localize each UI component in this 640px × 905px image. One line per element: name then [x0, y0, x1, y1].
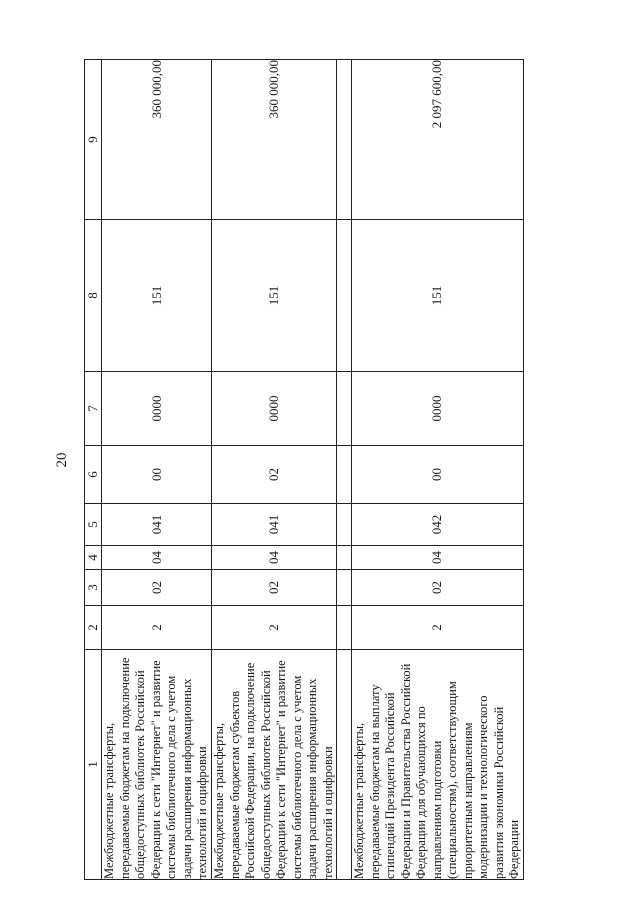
budget-table [84, 59, 524, 880]
header-row [85, 60, 102, 880]
rotated-page [54, 60, 521, 880]
spacer-cell [337, 446, 352, 504]
cell-col-3: 02 [212, 570, 337, 606]
spacer-cell [337, 372, 352, 446]
cell-col-2: 2 [212, 606, 337, 650]
spacer-cell [337, 60, 352, 220]
header-col-4: 4 [85, 546, 102, 570]
cell-col-7: 0000 [212, 372, 337, 446]
cell-col-8: 151 [212, 220, 337, 372]
header-col-3: 3 [85, 570, 102, 606]
cell-col-4: 04 [102, 546, 212, 570]
spacer-row [337, 60, 352, 880]
header-col-8: 8 [85, 220, 102, 372]
row-description: Межбюджетные трансферты, передаваемые бюджетам на подключение общедоступных библиотек Российской Федерации к сети "Интернет" и развитие системы библиотечного дела с учетом задачи расширения информационных технологий и оцифровки [102, 650, 212, 880]
cell-col-2: 2 [352, 606, 524, 650]
header-col-7: 7 [85, 372, 102, 446]
cell-col-5: 041 [102, 504, 212, 546]
spacer-cell [337, 606, 352, 650]
cell-col-6: 02 [212, 446, 337, 504]
cell-col-5: 041 [212, 504, 337, 546]
table-row [212, 60, 337, 880]
cell-col-3: 02 [102, 570, 212, 606]
cell-col-2: 2 [102, 606, 212, 650]
cell-col-7: 0000 [102, 372, 212, 446]
cell-amount: 360 000,00 [212, 60, 337, 220]
cell-col-6: 00 [352, 446, 524, 504]
table-row [102, 60, 212, 880]
cell-amount: 2 097 600,00 [352, 60, 524, 220]
header-col-1: 1 [85, 650, 102, 880]
cell-col-8: 151 [352, 220, 524, 372]
page-number: 20 [54, 452, 70, 468]
spacer-cell [337, 546, 352, 570]
header-col-9: 9 [85, 60, 102, 220]
cell-col-8: 151 [102, 220, 212, 372]
header-col-2: 2 [85, 606, 102, 650]
spacer-cell [337, 220, 352, 372]
row-description: Межбюджетные трансферты, передаваемые бюджетам субъектов Российской Федерации, на подключение общедоступных библиотек Российской Федерации к сети "Интернет" и развитие системы библиотечного дела с учетом задачи расширения информационных технологий и оцифровки [212, 650, 337, 880]
cell-amount: 360 000,00 [102, 60, 212, 220]
cell-col-6: 00 [102, 446, 212, 504]
spacer-cell [337, 570, 352, 606]
spacer-cell [337, 504, 352, 546]
spacer-cell [337, 650, 352, 880]
cell-col-7: 0000 [352, 372, 524, 446]
table-row [352, 60, 524, 880]
header-col-5: 5 [85, 504, 102, 546]
cell-col-5: 042 [352, 504, 524, 546]
cell-col-4: 04 [352, 546, 524, 570]
cell-col-4: 04 [212, 546, 337, 570]
header-col-6: 6 [85, 446, 102, 504]
row-description: Межбюджетные трансферты, передаваемые бюджетам на выплату стипендий Президента Российской Федерации и Правительства Российской Федерации для обучающихся по направлениям подготовки (специальностям), соответствующим приоритетным направлениям модернизации и технологического развития экономики Российской Федерации [352, 650, 524, 880]
cell-col-3: 02 [352, 570, 524, 606]
